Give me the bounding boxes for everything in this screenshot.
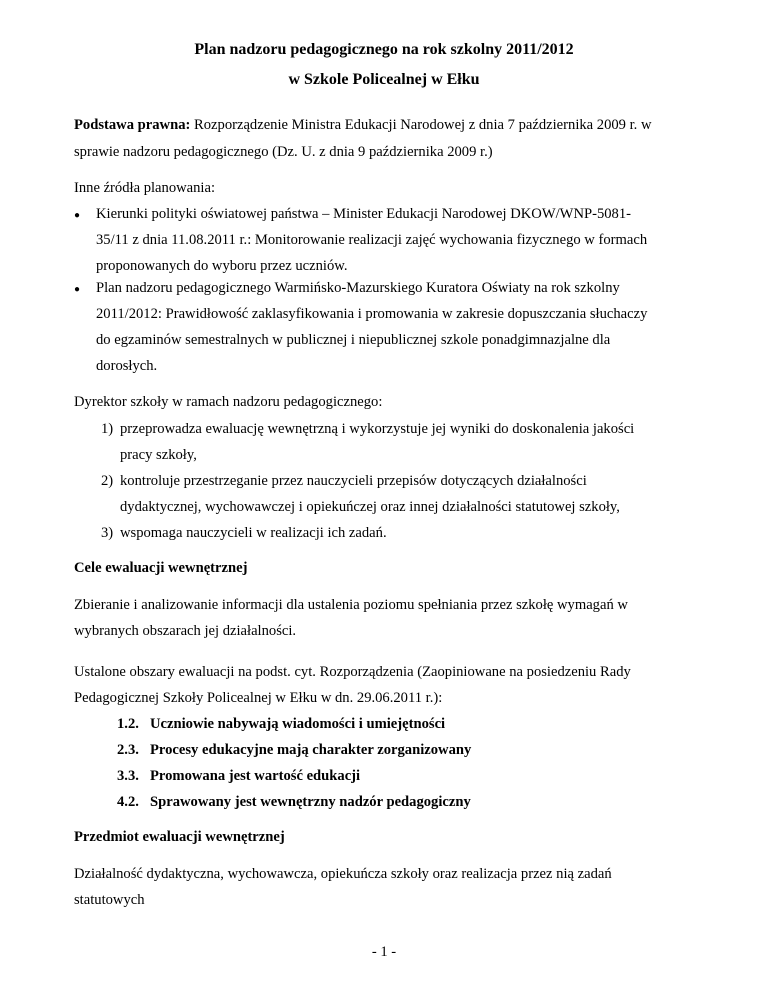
- area-item-text: Sprawowany jest wewnętrzny nadzór pedagogiczny: [150, 794, 471, 810]
- area-item-text: Procesy edukacyjne mają charakter zorganizowany: [150, 742, 472, 758]
- director-item-2-line-2: dydaktycznej, wychowawczej i opiekuńczej oraz innej działalności statutowej szkoły,: [120, 499, 620, 515]
- legal-basis-text: Rozporządzenie Ministra Edukacji Narodowej z dnia 7 października 2009 r. w: [190, 117, 652, 133]
- area-item-number: 3.3.: [117, 768, 139, 784]
- subject-text-line-1: Działalność dydaktyczna, wychowawcza, opiekuńcza szkoły oraz realizacja przez nią zadań: [74, 866, 612, 882]
- bullet-2-marker: ●: [74, 284, 81, 295]
- areas-intro-line-1: Ustalone obszary ewaluacji na podst. cyt. Rozporządzenia (Zaopiniowane na posiedzeniu Rady: [74, 664, 631, 680]
- goals-text-line-2: wybranych obszarach jej działalności.: [74, 623, 297, 639]
- bullet-2-line-1: Plan nadzoru pedagogicznego Warmińsko-Mazurskiego Kuratora Oświaty na rok szkolny: [96, 280, 620, 296]
- title-line-2: w Szkole Policealnej w Ełku: [288, 71, 480, 88]
- bullet-2-line-2: 2011/2012: Prawidłowość zaklasyfikowania i promowania w zakresie dopuszczania słuchaczy: [96, 306, 648, 322]
- page-number: - 1 -: [371, 944, 397, 960]
- legal-basis-line-2: sprawie nadzoru pedagogicznego (Dz. U. z dnia 9 października 2009 r.): [74, 144, 493, 160]
- area-item-number: 2.3.: [117, 742, 139, 758]
- director-item-1-number: 1): [101, 421, 114, 437]
- director-item-2-line-1: kontroluje przestrzeganie przez nauczycieli przepisów dotyczących działalności: [120, 473, 587, 489]
- goals-heading: Cele ewaluacji wewnętrznej: [74, 560, 248, 576]
- director-item-1-line-2: pracy szkoły,: [120, 447, 197, 463]
- subject-heading: Przedmiot ewaluacji wewnętrznej: [74, 829, 285, 845]
- director-item-1-line-1: przeprowadza ewaluację wewnętrzną i wykorzystuje jej wyniki do doskonalenia jakości: [120, 421, 635, 437]
- bullet-1-line-3: proponowanych do wyboru przez uczniów.: [96, 258, 348, 274]
- other-sources-heading: Inne źródła planowania:: [74, 180, 216, 196]
- bullet-1-marker: ●: [74, 210, 81, 221]
- bullet-2-line-3: do egzaminów semestralnych w publicznej i niepublicznej szkole ponadgimnazjalne dla: [96, 332, 611, 348]
- goals-text-line-1: Zbieranie i analizowanie informacji dla ustalenia poziomu spełniania przez szkołę wymagań w: [74, 597, 628, 613]
- director-item-3-line-1: wspomaga nauczycieli w realizacji ich zadań.: [120, 525, 387, 541]
- director-intro: Dyrektor szkoły w ramach nadzoru pedagogicznego:: [74, 394, 383, 410]
- bullet-2-line-4: dorosłych.: [96, 358, 158, 374]
- area-item-number: 1.2.: [117, 716, 139, 732]
- director-item-2-number: 2): [101, 473, 114, 489]
- areas-intro-line-2: Pedagogicznej Szkoły Policealnej w Ełku w dn. 29.06.2011 r.):: [74, 690, 443, 706]
- area-item-text: Promowana jest wartość edukacji: [150, 768, 361, 784]
- area-item-text: Uczniowie nabywają wiadomości i umiejętności: [150, 716, 446, 732]
- area-item-number: 4.2.: [117, 794, 139, 810]
- bullet-1-line-1: Kierunki polityki oświatowej państwa – Minister Edukacji Narodowej DKOW/WNP-5081-: [96, 206, 632, 222]
- legal-basis-label: Podstawa prawna:: [74, 117, 191, 133]
- bullet-1-line-2: 35/11 z dnia 11.08.2011 r.: Monitorowanie realizacji zajęć wychowania fizycznego w formach: [96, 232, 648, 248]
- subject-text-line-2: statutowych: [74, 892, 145, 908]
- legal-basis-line-1: [74, 117, 652, 134]
- director-item-3-number: 3): [101, 525, 114, 541]
- title-line-1: Plan nadzoru pedagogicznego na rok szkolny 2011/2012: [194, 41, 574, 58]
